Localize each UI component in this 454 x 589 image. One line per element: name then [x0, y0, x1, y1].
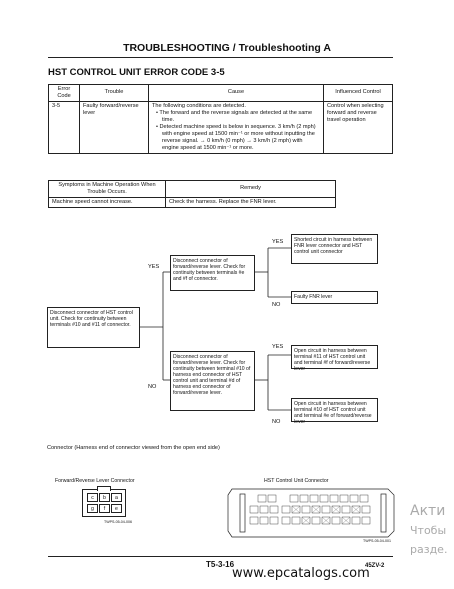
page-header: TROUBLESHOOTING / Troubleshooting A	[123, 42, 331, 54]
label-no: NO	[272, 419, 281, 425]
flow-result-open11: Open circuit in harness between terminal #11 of HST control unit and terminal #f of forward/reverse lever	[291, 345, 378, 369]
flow-yes-check-box: Disconnect connector of forward/reverse lever. Check for continuity between terminals #e and #f of connector.	[170, 255, 255, 291]
hst-figure-code: TWPS-05-04-001	[363, 539, 391, 543]
cell-code: 3-5	[49, 101, 80, 153]
fr-connector-title: Forward/Reverse Lever Connector	[55, 478, 135, 484]
activation-watermark: Акти	[410, 503, 446, 519]
fr-pin: f	[99, 504, 110, 513]
fr-pin: c	[87, 493, 98, 502]
label-no: NO	[272, 302, 281, 308]
model-code: 45ZV-2	[365, 563, 385, 569]
col-symptoms: Symptoms in Machine Operation When Trouble Occurs.	[49, 181, 166, 198]
cause-item: • The forward and the reverse signals are detected at the same time.	[156, 109, 313, 123]
fr-pin: e	[111, 504, 122, 513]
cell-symptom: Machine speed cannot increase.	[49, 197, 166, 207]
hst-connector-title: HST Control Unit Connector	[264, 478, 329, 484]
fr-figure-code: TWPS-05-04-006	[104, 520, 132, 524]
flow-result-faulty: Faulty FNR lever	[291, 291, 378, 304]
col-trouble: Trouble	[80, 85, 149, 102]
cause-intro: The following conditions are detected.	[152, 102, 246, 109]
activation-watermark: разде.	[410, 543, 448, 556]
col-error-code: Error Code	[49, 85, 80, 102]
label-yes: YES	[272, 239, 284, 245]
section-title: HST CONTROL UNIT ERROR CODE 3-5	[48, 67, 225, 78]
col-remedy: Remedy	[166, 181, 336, 198]
fr-pin: g	[87, 504, 98, 513]
flow-no-check-box: Disconnect connector of forward/reverse lever. Check for continuity between terminal #10 of harness end connector of HST control unit and terminal #d of harness end connector of forward/reverse lever.	[170, 351, 255, 411]
page-number: T5-3-16	[206, 560, 235, 569]
connector-caption: Connector (Harness end of connector viewed from the open end side)	[47, 445, 220, 451]
activation-watermark: Чтобы	[410, 524, 447, 537]
flow-start-box: Disconnect connector of HST control unit. Check for continuity between terminals #10 and #11 of connector.	[47, 307, 140, 348]
fr-pin: a	[111, 493, 122, 502]
col-influenced: Influenced Control	[324, 85, 393, 102]
cell-remedy: Check the harness. Replace the FNR lever.	[166, 197, 336, 207]
cause-item: • Detected machine speed is below in sequence. 3 km/h (2 mph) with engine speed at 1500 min⁻¹ or more without inputting the reverse signal. → 0 km/h (0 mph) → 3 km/h (2 mph) with engine speed at 1500 min⁻¹ or more.	[156, 123, 316, 151]
label-yes: YES	[148, 264, 160, 270]
cell-trouble: Faulty forward/reverse lever	[80, 101, 149, 153]
flow-result-open10: Open circuit in harness between terminal #10 of HST control unit and terminal #e of forward/reverse lever	[291, 398, 378, 422]
footer-rule	[48, 556, 393, 557]
label-yes: YES	[272, 344, 284, 350]
label-no: NO	[148, 384, 157, 390]
flow-result-shorted: Shorted circuit in harness between FNR lever connector and HST control unit connector	[291, 234, 378, 264]
col-cause: Cause	[149, 85, 324, 102]
site-url[interactable]: www.epcatalogs.com	[232, 566, 370, 581]
cell-influenced: Control when selecting forward and reverse travel operation	[324, 101, 393, 153]
fr-pin: b	[99, 493, 110, 502]
